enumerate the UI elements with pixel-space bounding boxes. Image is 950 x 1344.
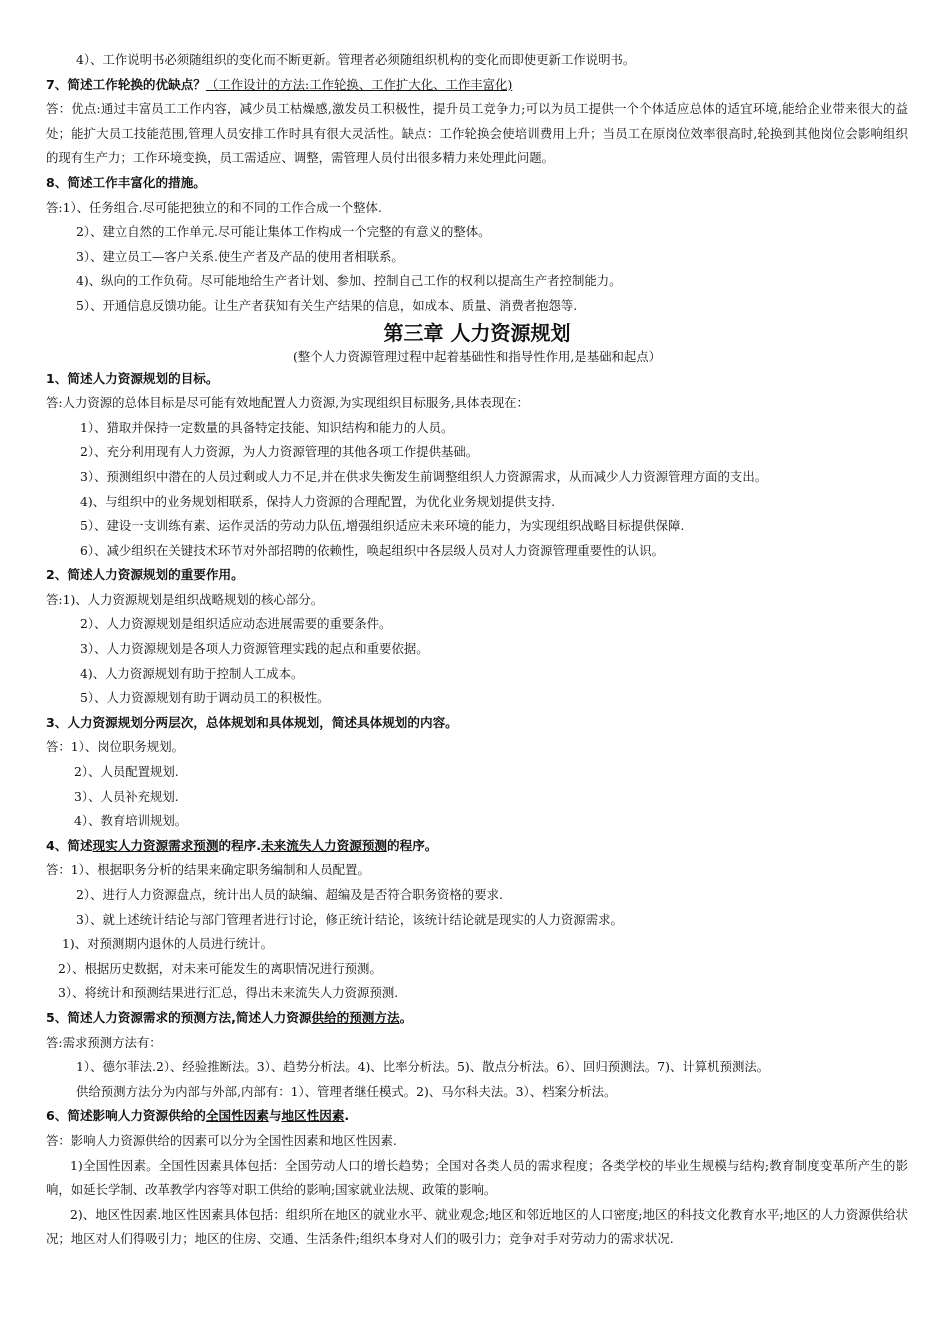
q5-title-underlined: 供给的预测方法 [311, 1009, 400, 1025]
answer-line: 答：1）、岗位职务规划。 [46, 739, 184, 755]
chapter-title: 第三章 人力资源规划 [383, 320, 571, 345]
c3-question-1-title: 1、简述人力资源规划的目标。 [46, 370, 219, 386]
answer-line: 3）、就上述统计结论与部门管理者进行讨论，修正统计结论，该统计结论就是现实的人力资源需求。 [76, 911, 623, 927]
answer-line: 1）、德尔菲法.2）、经验推断法。3）、趋势分析法。4)、比率分析法。5)、散点分析法。6）、回归预测法。7)、计算机预测法。 [76, 1059, 770, 1075]
c3-question-2-title: 2、简述人力资源规划的重要作用。 [46, 567, 244, 583]
q6-title-part: 与 [268, 1108, 282, 1124]
q5-title-part: 5、简述人力资源需求的预测方法,简述人力资源 [46, 1009, 312, 1025]
answer-line: 1)、对预测期内退休的人员进行统计。 [62, 936, 273, 952]
answer-line: 4)、人力资源规划有助于控制人工成本。 [80, 665, 304, 681]
answer-line: 6）、减少组织在关键技术环节对外部招聘的依赖性，唤起组织中各层级人员对人力资源管理重要性的认识。 [80, 542, 665, 558]
answer-line: 2）、根据历史数据，对未来可能发生的离职情况进行预测。 [58, 960, 382, 976]
question-7-heading [46, 73, 908, 98]
answer-line: 3）、将统计和预测结果进行汇总，得出未来流失人力资源预测. [58, 985, 399, 1001]
answer-line: 3）、人力资源规划是各项人力资源管理实践的起点和重要依据。 [80, 641, 429, 657]
q4-title-underlined: 未来流失人力资源预测 [261, 837, 387, 853]
answer-line: 答:人力资源的总体目标是尽可能有效地配置人力资源,为实现组织目标服务,具体表现在： [46, 395, 529, 411]
q6-title-underlined: 全国性因素 [205, 1108, 269, 1124]
question-7-note: （工作设计的方法:工作轮换、工作扩大化、工作丰富化) [205, 76, 513, 92]
answer-line: 3）、人员补充规划. [74, 788, 179, 804]
answer-line: 2）、人员配置规划. [74, 764, 179, 780]
answer-line: 答:需求预测方法有： [46, 1034, 162, 1050]
answer-line: 答：影响人力资源供给的因素可以分为全国性因素和地区性因素. [46, 1132, 397, 1148]
c3-question-5-title [46, 1006, 908, 1031]
answer-line: 2）、进行人力资源盘点，统计出人员的缺编、超编及是否符合职务资格的要求. [76, 887, 503, 902]
c3-question-6-title [46, 1104, 908, 1129]
answer-line: 1）、猎取并保持一定数量的具备特定技能、知识结构和能力的人员。 [80, 419, 454, 435]
answer-line: 4）、教育培训规划。 [74, 813, 188, 829]
q6-title-part: . [344, 1108, 350, 1124]
answer-line: 4)、与组织中的业务规划相联系，保持人力资源的合理配置，为优化业务规划提供支持. [80, 493, 556, 509]
c3-question-4-title [46, 834, 908, 859]
answer-line: 供给预测方法分为内部与外部,内部有：1）、管理者继任模式。2)、马尔科夫法。3）、档案分析法。 [76, 1083, 617, 1099]
answer-line: 5）、人力资源规划有助于调动员工的积极性。 [80, 690, 330, 706]
q4-title-part: 的程序。 [387, 837, 438, 853]
answer-paragraph: 2)、地区性因素.地区性因素具体包括：组织所在地区的就业水平、就业观念;地区和邻近地区的人口密度;地区的科技文化教育水平;地区的人力资源供给状况；地区对人们得吸引力；地区的住房、交通、生活条件;组织本身对人们的吸引力；竞争对手对劳动力的需求状况. [46, 1206, 908, 1247]
q4-title-part: 4、简述 [46, 837, 93, 853]
q4-title-part: 的程序. [218, 837, 262, 853]
answer-line: 答:1)、人力资源规划是组织战略规划的核心部分。 [46, 591, 324, 607]
answer-line: 答:1）、任务组合.尽可能把独立的和不同的工作合成一个整体. [46, 199, 382, 215]
text-line: 4）、工作说明书必须随组织的变化而不断更新。管理者必须随组织机构的变化而即使更新工作说明书。 [76, 52, 636, 67]
answer-line: 3）、预测组织中潜在的人员过剩或人力不足,并在供求失衡发生前调整组织人力资源需求，从而减少人力资源管理方面的支出。 [80, 468, 768, 484]
q4-title-underlined: 现实人力资源需求预测 [92, 837, 219, 853]
answer-line: 2）、充分利用现有人力资源，为人力资源管理的其他各项工作提供基础。 [80, 444, 479, 460]
answer-line: 5）、建设一支训练有素、运作灵活的劳动力队伍,增强组织适应未来环境的能力，为实现组织战略目标提供保障. [80, 518, 685, 534]
question-7-answer: 答：优点:通过丰富员工工作内容，减少员工枯燥感,激发员工积极性，提升员工竞争力;可以为员工提供一个个体适应总体的适宜环境,能给企业带来很大的益处；能扩大员工技能范围,管理人员安排工作时具有很大灵活性。缺点：工作轮换会使培训费用上升；当员工在原岗位效率很高时,轮换到其他岗位会影响组织的现有生产力；工作环境变换，员工需适应、调整，需管理人员付出很多精力来处理此问题。 [46, 101, 908, 166]
c3-question-3-title: 3、人力资源规划分两层次，总体规划和具体规划，简述具体规划的内容。 [46, 714, 458, 730]
answer-line: 3）、建立员工—客户关系.使生产者及产品的使用者相联系。 [76, 248, 404, 264]
q5-title-part: 。 [399, 1009, 413, 1025]
q6-title-part: 6、简述影响人力资源供给的 [46, 1108, 206, 1124]
answer-line: 答：1）、根据职务分析的结果来确定职务编制和人员配置。 [46, 862, 370, 878]
answer-line: 2）、人力资源规划是组织适应动态进展需要的重要条件。 [80, 616, 392, 632]
q6-title-underlined: 地区性因素 [281, 1108, 345, 1124]
chapter-subtitle: (整个人力资源管理过程中起着基础性和指导性作用,是基础和起点） [292, 348, 662, 364]
question-7-title: 7、简述工作轮换的优缺点？ [46, 76, 206, 92]
answer-paragraph: 1)全国性因素。全国性因素具体包括：全国劳动人口的增长趋势；全国对各类人员的需求程度；各类学校的毕业生规模与结构;教育制度变革所产生的影响，如延长学制、改革教学内容等对职工供给的影响;国家就业法规、政策的影响。 [46, 1157, 908, 1198]
answer-line: 4)、纵向的工作负荷。尽可能地给生产者计划、参加、控制自己工作的权利以提高生产者控制能力。 [76, 273, 622, 289]
answer-line: 5）、开通信息反馈功能。让生产者获知有关生产结果的信息，如成本、质量、消费者抱怨等. [76, 297, 578, 313]
question-8-title: 8、简述工作丰富化的措施。 [46, 174, 206, 190]
answer-line: 2）、建立自然的工作单元.尽可能让集体工作构成一个完整的有意义的整体。 [76, 224, 491, 240]
